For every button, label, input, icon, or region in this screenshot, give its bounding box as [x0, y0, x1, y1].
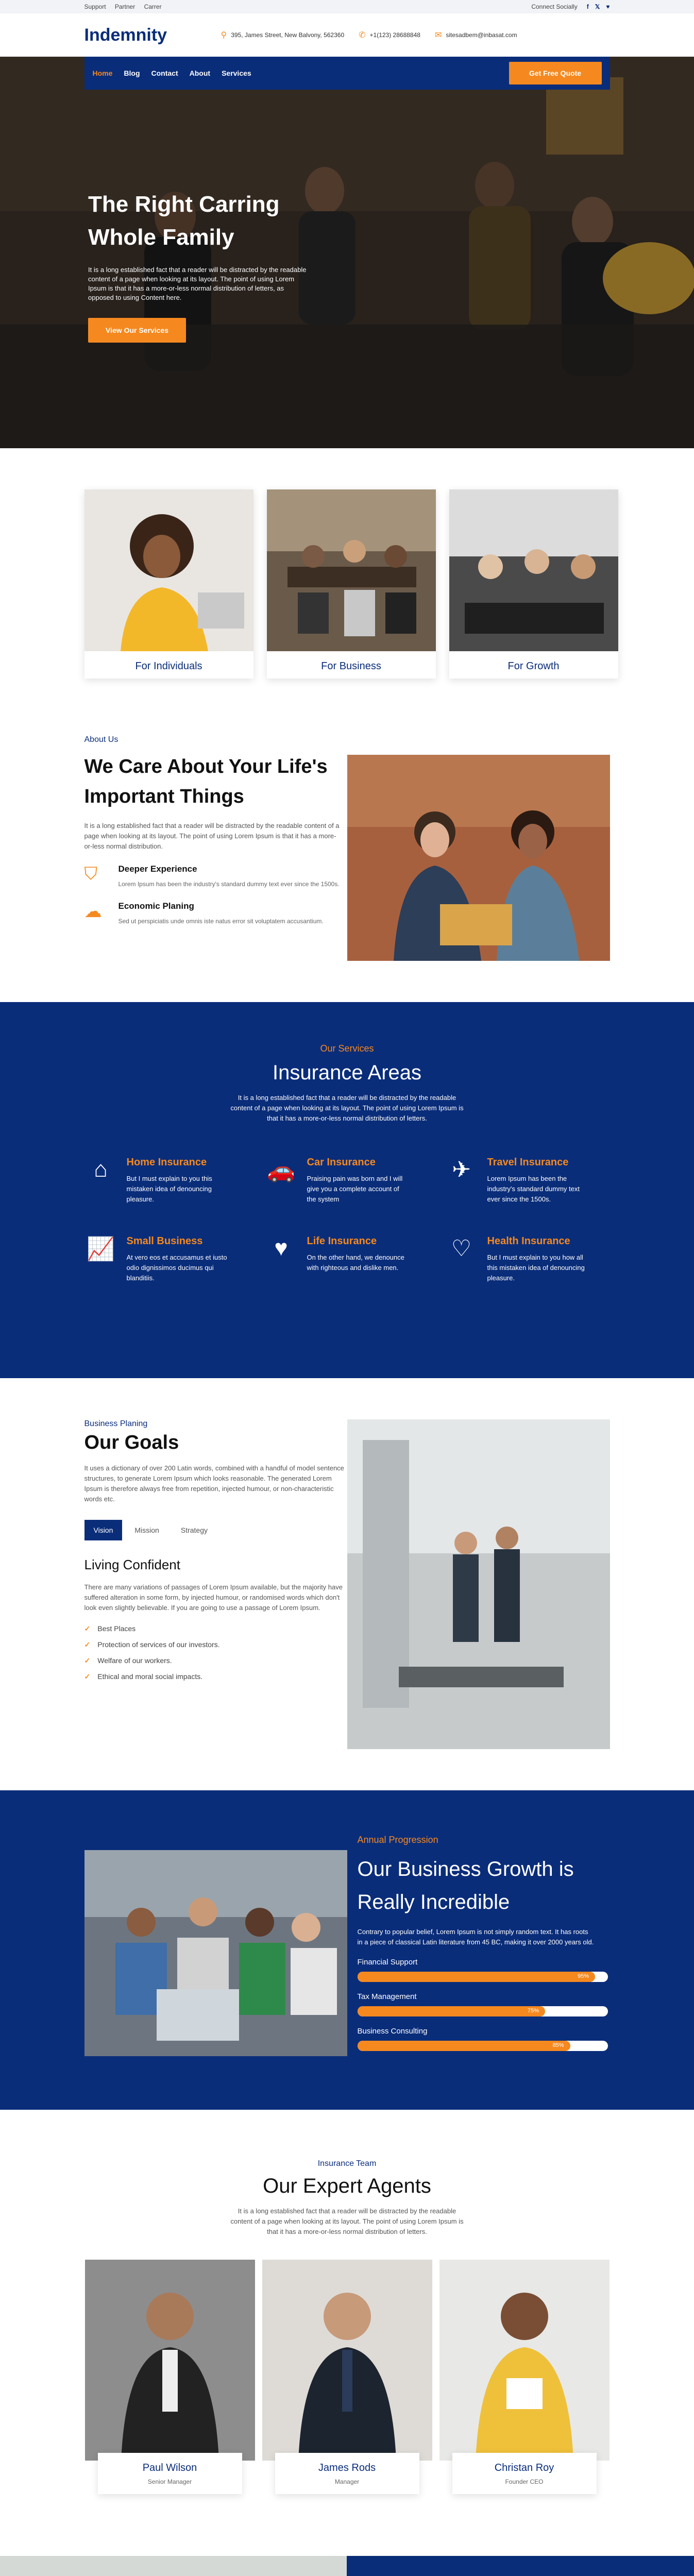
- progress-value: 85%: [552, 2042, 564, 2048]
- service-text: Lorem Ipsum has been the industry's standard dummy text ever since the 1500s.: [487, 1175, 580, 1203]
- progress-financial: [358, 1958, 610, 1982]
- goals-list: [84, 1624, 347, 1681]
- list-item: ✓ Best Places: [84, 1624, 136, 1633]
- progress-fill: [358, 2041, 570, 2051]
- topbar-links: [84, 3, 162, 10]
- progress-label: Business Consulting: [357, 2027, 428, 2036]
- phone-text: +1(123) 28688848: [369, 31, 420, 39]
- services-title: Insurance Areas: [272, 1061, 422, 1084]
- about-image: [347, 755, 610, 961]
- services-subtitle: Our Services: [320, 1043, 374, 1054]
- feature-card-business[interactable]: [267, 489, 436, 679]
- team-member[interactable]: [439, 2260, 610, 2494]
- tab-mission[interactable]: Mission: [134, 1526, 159, 1534]
- growth-title: Our Business Growth is Really Incredible: [357, 1858, 574, 1913]
- list-item: ✓ Protection of services of our investors.: [84, 1640, 220, 1649]
- features-section: [0, 448, 694, 715]
- facebook-icon[interactable]: f: [586, 3, 589, 10]
- topbar-link-support[interactable]: Support: [84, 3, 106, 10]
- goals-section: [0, 1378, 694, 1790]
- header: [0, 13, 694, 57]
- address-text: 395, James Street, New Balvony, 562360: [231, 31, 345, 39]
- goals-subtext: There are many variations of passages of Lorem Ipsum available, but the majority have suffered alteration in some form, by injected humour, or randomised words which don't look even slightly believable. If you are going to use a passage of Lorem Ipsum.: [84, 1583, 343, 1612]
- member-name: James Rods: [318, 2462, 376, 2473]
- tab-vision[interactable]: Vision: [84, 1520, 123, 1540]
- member-name: Paul Wilson: [142, 2462, 197, 2473]
- service-text: On the other hand, we denounce with righteous and dislike men.: [307, 1253, 404, 1272]
- member-photo: [439, 2260, 610, 2461]
- cloud-icon: ☁: [84, 902, 102, 921]
- check-icon: ✓: [84, 1640, 91, 1649]
- topbar: [0, 0, 694, 13]
- team-section: [0, 2110, 694, 2535]
- heartbeat-icon: ♡: [451, 1236, 472, 1261]
- feature-label: For Growth: [507, 660, 560, 672]
- hero-text: It is a long established fact that a reader will be distracted by the readable content of a page when looking at its layout. The point of using Lorem Ipsum is that it has a more-or-less normal distribution of letters, as opposed to using Content here.: [88, 266, 307, 301]
- member-photo: [85, 2260, 255, 2461]
- business-image: [267, 489, 436, 651]
- about-section: [0, 715, 694, 1002]
- phone-icon: ✆: [359, 31, 366, 40]
- team-member[interactable]: [262, 2260, 432, 2494]
- service-text: Praising pain was born and I will give you a complete account of the system: [307, 1175, 403, 1203]
- quote-section: [0, 2556, 694, 2576]
- about-item-text: Sed ut perspiciatis unde omnis iste natus error sit voluptatem accusantium.: [118, 918, 324, 925]
- about-subtitle: About Us: [84, 735, 119, 744]
- service-home[interactable]: [84, 1157, 249, 1205]
- member-role: Senior Manager: [147, 2478, 192, 2485]
- tab-strategy[interactable]: Strategy: [180, 1526, 208, 1534]
- nav-quote-button[interactable]: Get Free Quote: [509, 62, 602, 84]
- hero-title: The Right Carring Whole Family: [88, 192, 280, 250]
- progress-label: Financial Support: [357, 1958, 418, 1967]
- topbar-link-partner[interactable]: Partner: [114, 3, 136, 10]
- progress-tax: [358, 1992, 610, 2016]
- topbar-link-carrer[interactable]: Carrer: [144, 3, 162, 10]
- progress-fill: [358, 1972, 596, 1982]
- service-text: But I must explain to you this mistaken idea of denouncing pleasure.: [126, 1175, 212, 1203]
- instagram-icon[interactable]: ♥: [606, 3, 610, 10]
- growth-team-image: [84, 1850, 347, 2056]
- feature-label: For Individuals: [135, 660, 202, 672]
- hero-services-button[interactable]: View Our Services: [88, 318, 186, 343]
- growth-text: Contrary to popular belief, Lorem Ipsum is not simply random text. It has roots in a piece of classical Latin literature from 45 BC, making it over 2000 years old.: [357, 1928, 594, 1946]
- service-text: But I must explain to you how all this mistaken idea of denouncing pleasure.: [487, 1253, 585, 1282]
- feature-card-individuals[interactable]: [84, 489, 253, 679]
- team-subtitle: Insurance Team: [317, 2159, 377, 2168]
- main-nav: [84, 57, 610, 90]
- goals-tabs: [84, 1520, 347, 1540]
- nav-blog[interactable]: Blog: [124, 69, 140, 77]
- plane-icon: ✈: [452, 1157, 471, 1182]
- about-text: It is a long established fact that a reader will be distracted by the readable content of a page when looking at its layout. The point of using Lorem Ipsum is that it has a more-or-less normal distribution.: [84, 822, 340, 850]
- services-intro: It is a long established fact that a reader will be distracted by the readable content of a page when looking at its layout. The point of using Lorem Ipsum is that it has a more-or-less normal distribution of letters.: [230, 1094, 464, 1122]
- about-item: [84, 864, 342, 889]
- goals-text: It uses a dictionary of over 200 Latin words, combined with a handful of model sentence structures, to generate Lorem Ipsum which looks reasonable. The generated Lorem Ipsum is therefore always free from repetition, injected humour, or non-characteristic words etc.: [84, 1464, 344, 1503]
- nav-home[interactable]: Home: [92, 69, 113, 77]
- service-business[interactable]: [84, 1235, 249, 1283]
- nav-services[interactable]: Services: [222, 69, 251, 77]
- check-icon: ✓: [84, 1624, 91, 1633]
- team-title: Our Expert Agents: [263, 2175, 431, 2197]
- connect-label: Connect Socially: [531, 3, 578, 10]
- about-item-title: Economic Planing: [118, 901, 194, 911]
- service-health[interactable]: [445, 1235, 610, 1283]
- nav-about[interactable]: About: [189, 69, 211, 77]
- member-name: Christan Roy: [494, 2462, 554, 2473]
- nav-contact[interactable]: Contact: [151, 69, 178, 77]
- service-title: Car Insurance: [307, 1157, 376, 1168]
- header-address: [221, 30, 345, 40]
- check-icon: ✓: [84, 1672, 91, 1681]
- team-intro: It is a long established fact that a reader will be distracted by the readable content of a page when looking at its layout. The point of using Lorem Ipsum is that it has a more-or-less normal distribution of letters.: [230, 2207, 464, 2235]
- check-icon: ✓: [84, 1656, 91, 1665]
- heart-hand-icon: ♥: [274, 1235, 288, 1261]
- logo[interactable]: Indemnity: [84, 25, 167, 45]
- goals-subtitle-2: Living Confident: [84, 1557, 180, 1572]
- shield-icon: ⛉: [84, 864, 97, 884]
- hero: [0, 57, 694, 448]
- header-phone: [359, 30, 420, 40]
- service-title: Health Insurance: [487, 1235, 570, 1247]
- service-car[interactable]: [265, 1157, 430, 1205]
- progress-track: [358, 1972, 608, 1982]
- quote-image: [0, 2556, 347, 2576]
- goals-title: Our Goals: [84, 1432, 179, 1453]
- progress-fill: [358, 2006, 546, 2016]
- service-title: Home Insurance: [126, 1157, 207, 1168]
- progress-track: [358, 2006, 608, 2016]
- mail-icon: ✉: [434, 31, 442, 40]
- topbar-social: [587, 3, 610, 10]
- service-text: At vero eos et accusamus et iusto odio dignissimos ducimus qui blanditiis.: [126, 1253, 227, 1282]
- chart-icon: 📈: [87, 1236, 115, 1262]
- progress-consulting: [358, 2027, 610, 2051]
- list-item: ✓ Ethical and moral social impacts.: [84, 1672, 203, 1681]
- progress-label: Tax Management: [357, 1992, 417, 2001]
- member-role: Manager: [334, 2478, 360, 2485]
- service-title: Life Insurance: [307, 1235, 377, 1247]
- goals-subtitle: Business Planing: [84, 1419, 148, 1428]
- growth-image: [449, 489, 618, 651]
- about-title: We Care About Your Life's Important Things: [84, 756, 328, 807]
- twitter-icon[interactable]: 𝕏: [595, 3, 600, 10]
- email-text: sitesadbem@inbasat.com: [446, 31, 517, 39]
- about-item: [84, 901, 342, 926]
- progress-value: 95%: [578, 1973, 589, 1979]
- location-icon: ⚲: [221, 31, 227, 40]
- feature-label: For Business: [321, 660, 381, 672]
- service-title: Travel Insurance: [487, 1157, 569, 1168]
- home-icon: ⌂: [94, 1157, 108, 1182]
- progress-value: 75%: [527, 2008, 539, 2014]
- car-icon: 🚗: [267, 1158, 295, 1183]
- service-title: Small Business: [126, 1235, 203, 1247]
- team-member[interactable]: [85, 2260, 255, 2494]
- service-life[interactable]: [265, 1235, 430, 1283]
- list-item: ✓ Welfare of our workers.: [84, 1656, 172, 1665]
- feature-card-growth[interactable]: [449, 489, 618, 679]
- growth-section: [0, 1790, 694, 2110]
- growth-subtitle: Annual Progression: [357, 1835, 438, 1845]
- member-role: Founder CEO: [505, 2478, 544, 2485]
- header-email: [435, 30, 517, 40]
- services-section: [0, 1002, 694, 1378]
- member-photo: [262, 2260, 432, 2461]
- about-item-text: Lorem Ipsum has been the industry's standard dummy text ever since the 1500s.: [118, 880, 340, 888]
- about-item-title: Deeper Experience: [118, 864, 197, 874]
- individuals-image: [84, 489, 253, 651]
- goals-image: [347, 1419, 610, 1749]
- service-travel[interactable]: [445, 1157, 610, 1205]
- progress-track: [358, 2041, 608, 2051]
